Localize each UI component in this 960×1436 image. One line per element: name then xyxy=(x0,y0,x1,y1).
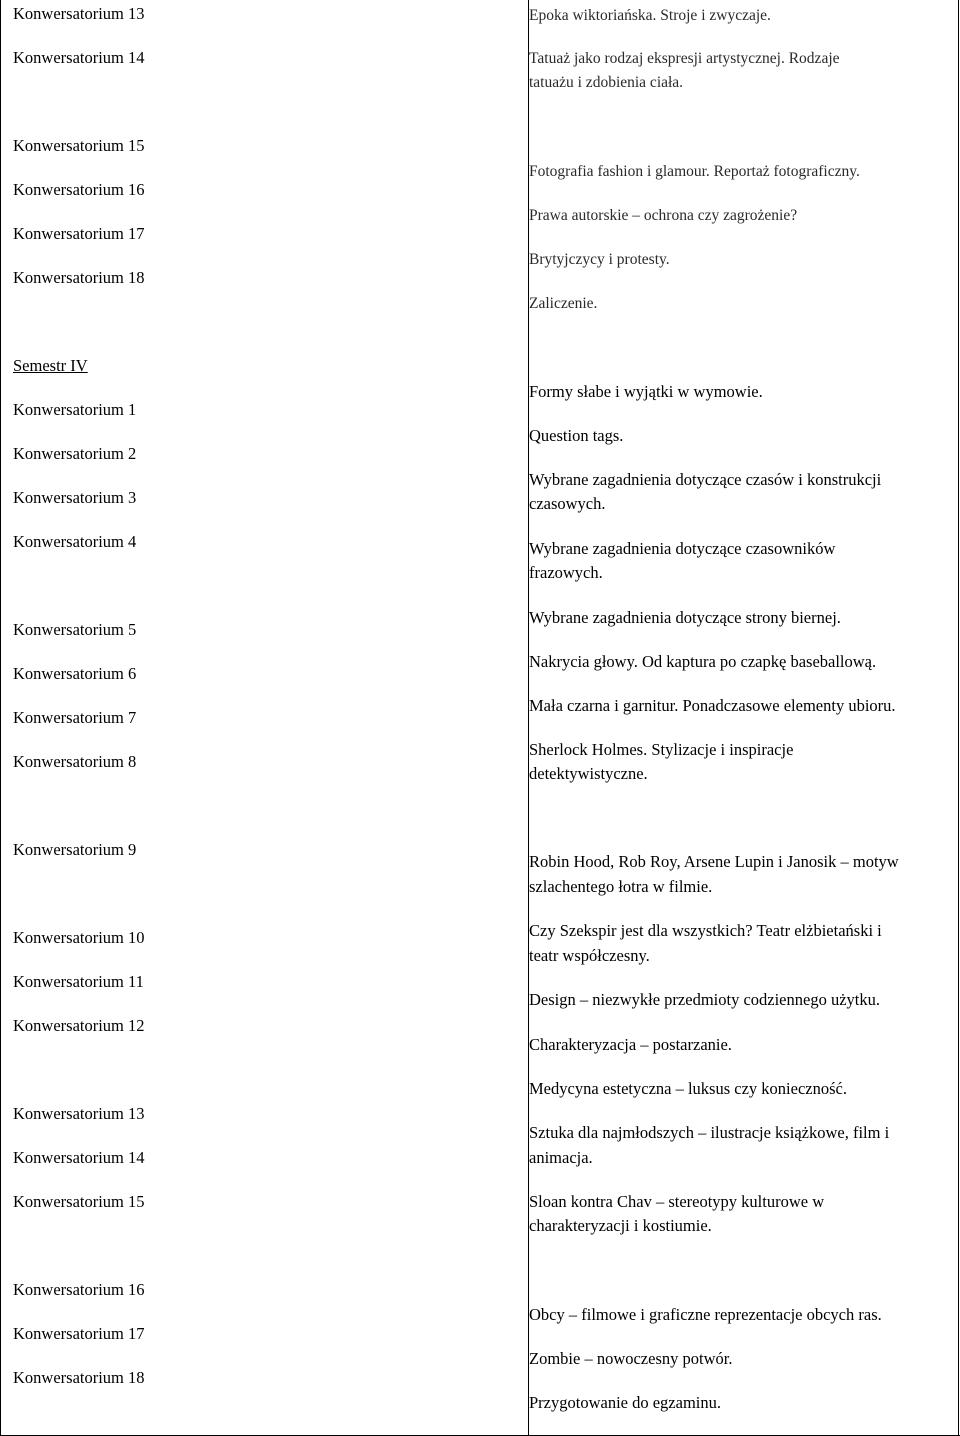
topic-line: teatr współczesny. xyxy=(529,946,650,965)
session-label: Konwersatorium 13 xyxy=(13,1104,145,1123)
topic-line: Tatuaż jako rodzaj ekspresji artystycznej. Rodzaje xyxy=(529,50,840,67)
topic-line: Sloan kontra Chav – stereotypy kulturowe w xyxy=(529,1192,825,1211)
session-label: Konwersatorium 17 xyxy=(13,224,145,243)
topic-line: Epoka wiktoriańska. Stroje i zwyczaje. xyxy=(529,7,771,24)
topic-line: tatuażu i zdobienia ciała. xyxy=(529,74,684,91)
session-label: Konwersatorium 4 xyxy=(13,532,137,551)
topic-line: Question tags. xyxy=(529,426,624,445)
topic-line: Czy Szekspir jest dla wszystkich? Teatr elżbietański i xyxy=(529,921,882,940)
session-label: Konwersatorium 6 xyxy=(13,664,137,683)
session-label: Konwersatorium 10 xyxy=(13,928,145,947)
topic-line: animacja. xyxy=(529,1148,593,1167)
session-label: Konwersatorium 14 xyxy=(13,1148,145,1167)
session-label: Konwersatorium 13 xyxy=(13,4,145,23)
session-label: Konwersatorium 12 xyxy=(13,1016,145,1035)
session-label: Konwersatorium 18 xyxy=(13,1368,145,1387)
session-label: Konwersatorium 9 xyxy=(13,840,137,859)
topic-line: detektywistyczne. xyxy=(529,764,648,783)
topic-line: Wybrane zagadnienia dotyczące czasowników xyxy=(529,539,836,558)
session-label: Konwersatorium 15 xyxy=(13,1192,145,1211)
topic-line: charakteryzacji i kostiumie. xyxy=(529,1216,712,1235)
session-label: Konwersatorium 3 xyxy=(13,488,137,507)
topic-line: Prawa autorskie – ochrona czy zagrożenie? xyxy=(529,207,798,224)
session-label: Konwersatorium 16 xyxy=(13,1280,145,1299)
topic-line: Fotografia fashion i glamour. Reportaż fotograficzny. xyxy=(529,163,860,180)
session-label: Konwersatorium 14 xyxy=(13,48,145,67)
session-label: Konwersatorium 15 xyxy=(13,136,145,155)
table-border-right xyxy=(958,0,959,1436)
topic-line: Obcy – filmowe i graficzne reprezentacje obcych ras. xyxy=(529,1305,882,1324)
session-label: Konwersatorium 1 xyxy=(13,400,137,419)
topic-line: Formy słabe i wyjątki w wymowie. xyxy=(529,382,763,401)
topic-line: frazowych. xyxy=(529,563,603,582)
topic-line: Przygotowanie do egzaminu. xyxy=(529,1393,721,1412)
topic-line: Brytyjczycy i protesty. xyxy=(529,251,670,268)
topic-line: Charakteryzacja – postarzanie. xyxy=(529,1035,732,1054)
topic-line: Design – niezwykłe przedmioty codziennego użytku. xyxy=(529,990,880,1009)
semester-heading: Semestr IV xyxy=(13,356,88,375)
table-border-left xyxy=(0,0,1,1436)
topic-line: Sherlock Holmes. Stylizacje i inspiracje xyxy=(529,740,794,759)
topic-line: Wybrane zagadnienia dotyczące czasów i konstrukcji xyxy=(529,470,882,489)
topic-line: Mała czarna i garnitur. Ponadczasowe elementy ubioru. xyxy=(529,696,896,715)
session-label: Konwersatorium 7 xyxy=(13,708,137,727)
session-label: Konwersatorium 17 xyxy=(13,1324,145,1343)
topic-line: Zaliczenie. xyxy=(529,295,598,312)
topic-line: szlachentego łotra w filmie. xyxy=(529,877,713,896)
topic-line: Nakrycia głowy. Od kaptura po czapkę baseballową. xyxy=(529,652,877,671)
session-label: Konwersatorium 11 xyxy=(13,972,144,991)
session-label: Konwersatorium 5 xyxy=(13,620,137,639)
topic-line: Wybrane zagadnienia dotyczące strony biernej. xyxy=(529,608,841,627)
topic-line: Medycyna estetyczna – luksus czy konieczność. xyxy=(529,1079,847,1098)
session-label: Konwersatorium 16 xyxy=(13,180,145,199)
session-label: Konwersatorium 2 xyxy=(13,444,137,463)
session-label: Konwersatorium 8 xyxy=(13,752,137,771)
session-label: Konwersatorium 18 xyxy=(13,268,145,287)
topic-line: Robin Hood, Rob Roy, Arsene Lupin i Janosik – motyw xyxy=(529,852,899,871)
topic-line: Zombie – nowoczesny potwór. xyxy=(529,1349,733,1368)
topic-line: czasowych. xyxy=(529,494,606,513)
topic-line: Sztuka dla najmłodszych – ilustracje książkowe, film i xyxy=(529,1123,890,1142)
